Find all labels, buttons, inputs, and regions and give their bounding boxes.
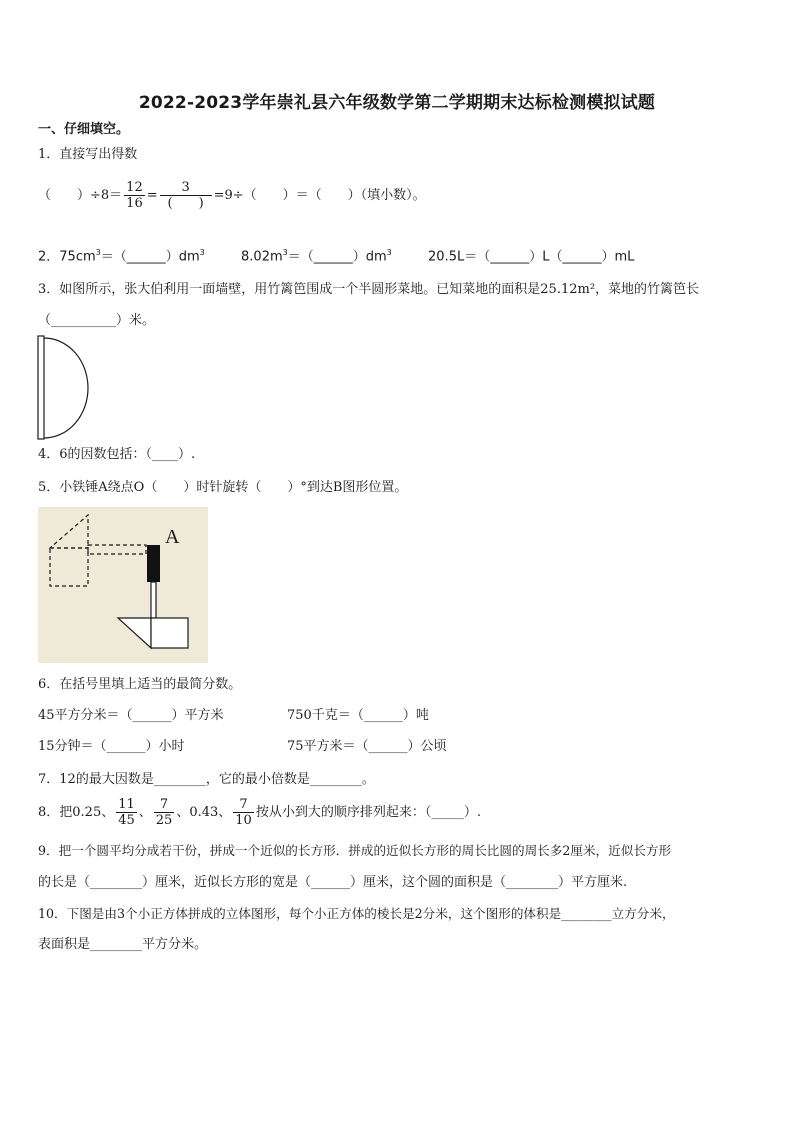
q1-fraction-1-denominator: 16 bbox=[126, 196, 143, 211]
question-4: 4．6的因数包括：（____）. bbox=[38, 447, 196, 462]
q2-part-b-answer: ＝（______）dm bbox=[287, 249, 387, 265]
q1-part2: =9÷（ ）＝（ ）（填小数）。 bbox=[213, 187, 426, 203]
q2-part-b: 8.02m bbox=[241, 249, 283, 265]
q2-part-c: 20.5L＝（______）L（______）mL bbox=[428, 249, 635, 265]
question-6-item-3: 15分钟＝（______）小时 bbox=[38, 739, 185, 754]
hammer-a-grip bbox=[147, 545, 160, 582]
q1-part1: （ ）÷8＝ bbox=[38, 187, 123, 203]
q2-part-a-answer: ＝（______）dm bbox=[100, 249, 200, 265]
question-3-line-1: 3．如图所示，张大伯利用一面墙壁，用竹篱笆围成一个半圆形菜地。已知菜地的面积是25.12m²，菜地的竹篱笆长 bbox=[38, 282, 700, 297]
point-a-label: A bbox=[165, 526, 180, 548]
q8-fraction-3-numerator: 7 bbox=[239, 797, 248, 812]
hammer-a-handle bbox=[151, 582, 156, 618]
hammer-a-square bbox=[151, 618, 188, 648]
question-6-item-2: 750千克＝（______）吨 bbox=[287, 708, 429, 723]
q1-fraction-1 bbox=[124, 180, 145, 211]
question-3-line-2: （__________）米。 bbox=[38, 313, 156, 328]
q2-part-b-unit-exp: 3 bbox=[386, 248, 392, 257]
hammer-rotation-diagram bbox=[38, 507, 208, 663]
q1-fraction-2-numerator: 3 bbox=[181, 180, 190, 195]
semicircle-fence bbox=[44, 338, 88, 438]
q2-part-a-unit-exp: 3 bbox=[199, 248, 205, 257]
question-1-expression bbox=[38, 180, 426, 211]
q8-fraction-2 bbox=[154, 797, 175, 828]
section-heading: 一、仔细填空。 bbox=[38, 122, 130, 137]
semicircle-garden-figure bbox=[36, 334, 92, 442]
question-2 bbox=[38, 245, 634, 265]
q8-fraction-3 bbox=[233, 797, 254, 828]
question-8 bbox=[38, 797, 481, 828]
q8-fraction-1-denominator: 45 bbox=[118, 813, 135, 828]
question-10-line-1: 10．下图是由3个小正方体拼成的立体图形，每个小正方体的棱长是2分米，这个图形的体积是________立方分米， bbox=[38, 906, 675, 921]
q2-part-a: 2．75cm bbox=[38, 249, 96, 265]
q1-fraction-1-numerator: 12 bbox=[126, 180, 143, 195]
q8-fraction-3-denominator: 10 bbox=[235, 813, 252, 828]
question-10-line-2: 表面积是________平方分米。 bbox=[38, 937, 208, 952]
q1-fraction-2 bbox=[160, 180, 212, 211]
q2-part-a-exp: 3 bbox=[95, 248, 101, 257]
q8-middle: 、0.43、 bbox=[176, 804, 232, 820]
question-6-item-1: 45平方分米＝（______）平方米 bbox=[38, 708, 224, 723]
question-6-item-4: 75平方米＝（______）公顷 bbox=[287, 739, 447, 754]
wall bbox=[38, 336, 44, 439]
q8-separator: 、 bbox=[138, 804, 152, 820]
q1-fraction-2-denominator: ( ) bbox=[160, 195, 212, 211]
q8-prefix: 8．把0.25、 bbox=[38, 804, 115, 820]
question-9-line-1: 9．把一个圆平均分成若干份，拼成一个近似的长方形．拼成的近似长方形的周长比圆的周长多2厘米，近似长方形 bbox=[38, 843, 672, 858]
q8-fraction-2-numerator: 7 bbox=[159, 797, 169, 812]
hammer-rotation-figure bbox=[38, 507, 208, 663]
question-5: 5．小铁锤A绕点O（ ）时针旋转（ ）°到达B图形位置。 bbox=[38, 480, 408, 495]
question-6-stem: 6．在括号里填上适当的最简分数。 bbox=[38, 677, 242, 692]
q2-part-b-exp: 3 bbox=[282, 248, 288, 257]
question-7: 7．12的最大因数是________，它的最小倍数是________。 bbox=[38, 772, 375, 787]
q8-fraction-2-denominator: 25 bbox=[155, 813, 173, 828]
q8-fraction-1 bbox=[116, 797, 137, 828]
q8-suffix: 按从小到大的顺序排列起来：（_____）. bbox=[255, 804, 481, 820]
question-9-line-2: 的长是（________）厘米，近似长方形的宽是（______）厘米，这个圆的面积是（________）平方厘米. bbox=[38, 875, 628, 890]
question-1-stem: 1．直接写出得数 bbox=[38, 147, 138, 162]
q1-equals: = bbox=[146, 187, 158, 203]
q8-fraction-1-numerator: 11 bbox=[118, 797, 135, 812]
page-title: 2022-2023学年崇礼县六年级数学第二学期期末达标检测模拟试题 bbox=[138, 93, 656, 113]
